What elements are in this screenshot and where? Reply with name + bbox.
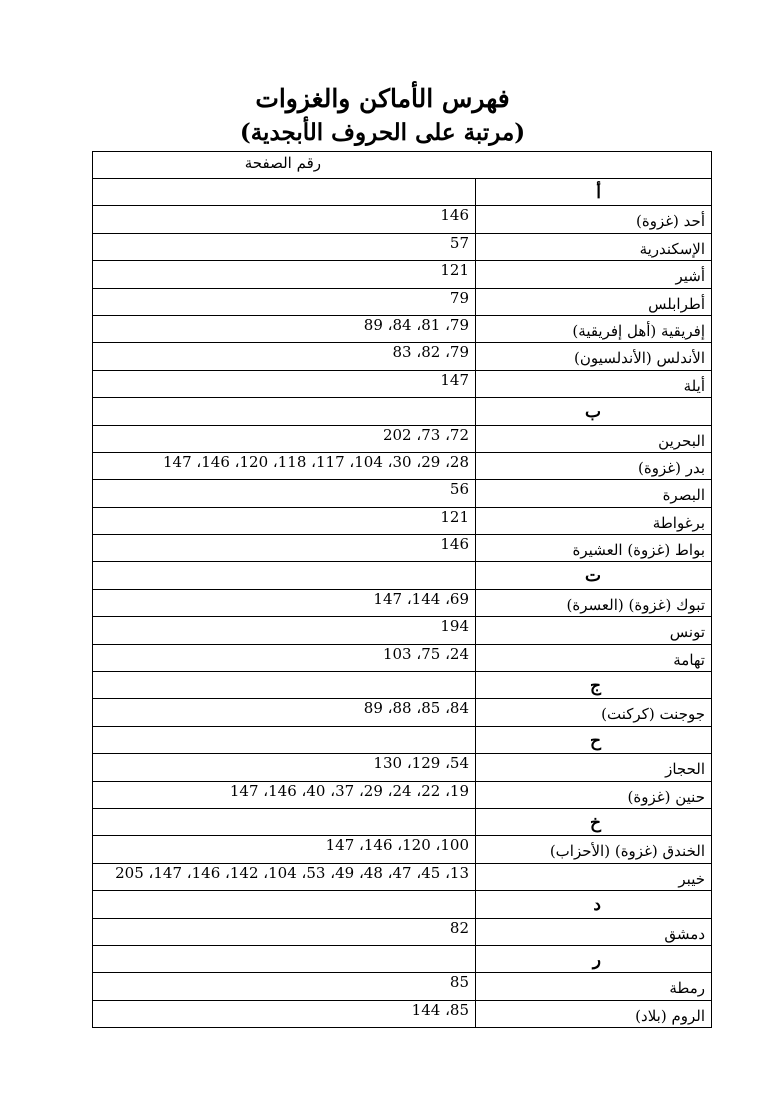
table-header [92, 152, 712, 179]
place-name: إفريقية (أهل إفريقية) [476, 316, 712, 343]
page-numbers: 79، 82، 83 [92, 343, 476, 370]
letter-heading: ح [476, 727, 712, 754]
letter-heading-row [92, 179, 712, 206]
place-name: جوجنت (كركنت) [476, 699, 712, 726]
place-name: الخندق (غزوة) (الأحزاب) [476, 836, 712, 863]
table-row [92, 617, 712, 644]
place-name: حنين (غزوة) [476, 782, 712, 809]
place-name: تبوك (غزوة) (العسرة) [476, 590, 712, 617]
table-row [92, 919, 712, 946]
page-numbers: 147 [92, 371, 476, 398]
letter-heading-row [92, 562, 712, 589]
place-name: تهامة [476, 645, 712, 672]
page-numbers: 13، 45، 47، 48، 49، 53، 104، 142، 146، 147، 205 [92, 864, 476, 891]
place-name: أشير [476, 261, 712, 288]
table-row [92, 699, 712, 726]
page-numbers: 79، 81، 84، 89 [92, 316, 476, 343]
place-name: برغواطة [476, 508, 712, 535]
place-name: الإسكندرية [476, 234, 712, 261]
place-name: دمشق [476, 919, 712, 946]
page-numbers: 69، 144، 147 [92, 590, 476, 617]
place-name: أيلة [476, 371, 712, 398]
index-title: فهرس الأماكن والغزوات [255, 84, 510, 113]
place-name: البصرة [476, 480, 712, 507]
page-numbers: 57 [92, 234, 476, 261]
table-body [92, 179, 712, 1028]
table-row [92, 343, 712, 370]
place-name: أطرابلس [476, 289, 712, 316]
page-numbers: 84، 85، 88، 89 [92, 699, 476, 726]
page-numbers: 100، 120، 146، 147 [92, 836, 476, 863]
place-name: بواط (غزوة) العشيرة [476, 535, 712, 562]
letter-heading-row [92, 946, 712, 973]
page-numbers: 72، 73، 202 [92, 426, 476, 453]
page-numbers [92, 727, 476, 754]
table-row [92, 590, 712, 617]
page-numbers [92, 946, 476, 973]
index-subtitle: (مرتبة على الحروف الأبجدية) [239, 119, 526, 146]
letter-heading-row [92, 672, 712, 699]
table-row [92, 508, 712, 535]
table-row [92, 426, 712, 453]
table-row [92, 535, 712, 562]
pages-column-header: رقم الصفحة [244, 154, 321, 172]
page-numbers: 19، 22، 24، 29، 37، 40، 146، 147 [92, 782, 476, 809]
page-numbers: 82 [92, 919, 476, 946]
place-name: الحجاز [476, 754, 712, 781]
table-row [92, 864, 712, 891]
letter-heading: خ [476, 809, 712, 836]
page-numbers: 146 [92, 535, 476, 562]
page-numbers: 121 [92, 508, 476, 535]
table-row [92, 754, 712, 781]
page-numbers: 194 [92, 617, 476, 644]
letter-heading-row [92, 809, 712, 836]
place-name: خيبر [476, 864, 712, 891]
page-numbers: 54، 129، 130 [92, 754, 476, 781]
letter-heading-row [92, 727, 712, 754]
table-row [92, 289, 712, 316]
place-name: رمطة [476, 973, 712, 1000]
table-row [92, 782, 712, 809]
page-numbers: 121 [92, 261, 476, 288]
table-row [92, 1001, 712, 1028]
page-numbers [92, 562, 476, 589]
page-numbers: 24، 75، 103 [92, 645, 476, 672]
table-row [92, 453, 712, 480]
page-numbers [92, 672, 476, 699]
letter-heading: أ [476, 179, 712, 206]
page-numbers: 28، 29، 30، 104، 117، 118، 120، 146، 147 [92, 453, 476, 480]
table-row [92, 206, 712, 233]
letter-heading: ت [476, 562, 712, 589]
place-name: بدر (غزوة) [476, 453, 712, 480]
table-row [92, 261, 712, 288]
table-row [92, 316, 712, 343]
place-name: أحد (غزوة) [476, 206, 712, 233]
table-row [92, 371, 712, 398]
table-row [92, 836, 712, 863]
letter-heading: د [476, 891, 712, 918]
letter-heading: ر [476, 946, 712, 973]
page-numbers [92, 891, 476, 918]
page-numbers: 56 [92, 480, 476, 507]
page-numbers: 85 [92, 973, 476, 1000]
page-numbers: 146 [92, 206, 476, 233]
letter-heading: ب [476, 398, 712, 425]
table-row [92, 973, 712, 1000]
table-row [92, 480, 712, 507]
letter-heading-row [92, 891, 712, 918]
page-numbers [92, 179, 476, 206]
place-name: الروم (بلاد) [476, 1001, 712, 1028]
index-table [92, 151, 712, 1028]
table-row [92, 645, 712, 672]
place-name: البحرين [476, 426, 712, 453]
page-numbers [92, 398, 476, 425]
place-name: تونس [476, 617, 712, 644]
letter-heading: ج [476, 672, 712, 699]
letter-heading-row [92, 398, 712, 425]
page-numbers: 79 [92, 289, 476, 316]
table-row [92, 234, 712, 261]
place-name: الأندلس (الأندلسيون) [476, 343, 712, 370]
page-numbers [92, 809, 476, 836]
page-numbers: 85، 144 [92, 1001, 476, 1028]
